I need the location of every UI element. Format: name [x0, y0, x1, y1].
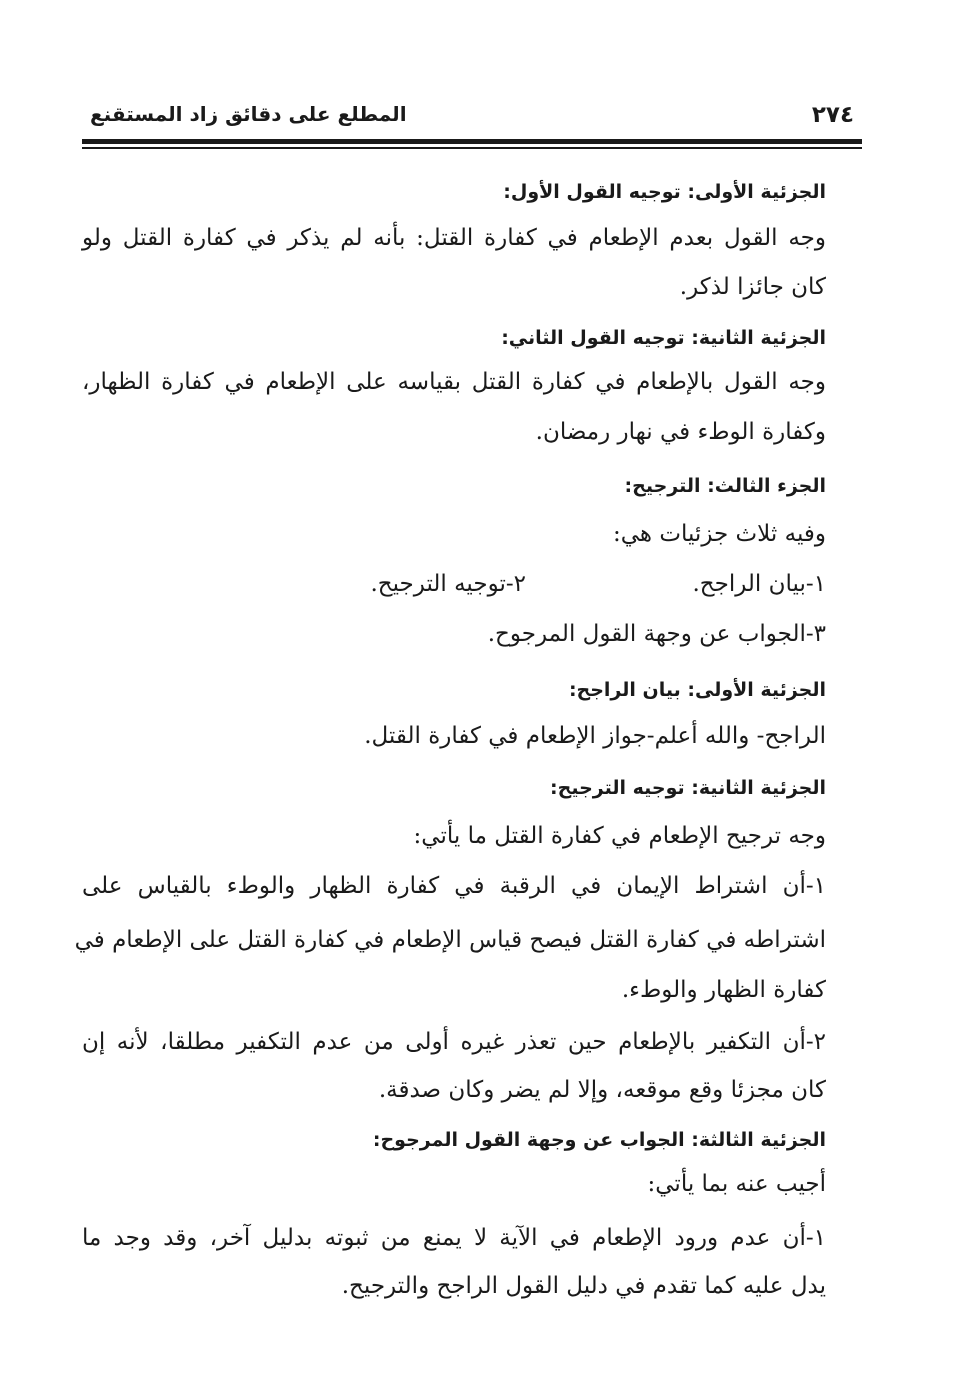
paragraph-line: ١-أن عدم ورود الإطعام في الآية لا يمنع من ثبوته بدليل آخر، وقد وجد ما: [82, 1225, 826, 1251]
heading-part-three: الجزء الثالث: الترجيح:: [624, 475, 826, 497]
running-title: المطلع على دقائق زاد المستقنع: [90, 102, 407, 126]
heading-first-view-rationale: الجزئية الأولى: توجيه القول الأول:: [503, 181, 826, 203]
list-item: ١-بيان الراجح.: [692, 571, 826, 597]
header-rule-thin: [82, 147, 862, 149]
paragraph-line: ٢-أن التكفير بالإطعام حين تعذر غيره أولى من عدم التكفير مطلقا، لأنه إن: [82, 1029, 826, 1055]
paragraph-line: الراجح- والله أعلم-جواز الإطعام في كفارة القتل.: [364, 723, 826, 749]
heading-second-view-rationale: الجزئية الثانية: توجيه القول الثاني:: [501, 327, 826, 349]
heading-preferred-view: الجزئية الأولى: بيان الراجح:: [568, 679, 826, 701]
paragraph-line: كان جائزا لذكر.: [679, 274, 826, 300]
paragraph-line: وجه ترجيح الإطعام في كفارة القتل ما يأتي:: [413, 823, 826, 849]
paragraph-line: كفارة الظهار والوطء.: [621, 977, 826, 1003]
heading-weaker-view-response: الجزئية الثالثة: الجواب عن وجهة القول المرجوح:: [372, 1129, 826, 1151]
paragraph-line: يدل عليه كما تقدم في دليل القول الراجح والترجيح.: [341, 1273, 826, 1299]
header-rule-thick: [82, 139, 862, 144]
paragraph-line: وفيه ثلاث جزئيات هي:: [612, 521, 826, 547]
paragraph-line: اشتراطه في كفارة القتل فيصح قياس الإطعام في كفارة القتل على الإطعام في: [74, 927, 826, 953]
list-item: ٣-الجواب عن وجهة القول المرجوح.: [487, 621, 826, 647]
list-item: ٢-توجيه الترجيح.: [370, 571, 526, 597]
page-header: [86, 102, 858, 134]
paragraph-line: وجه القول بالإطعام في كفارة القتل بقياسه على الإطعام في كفارة الظهار،: [82, 369, 826, 395]
paragraph-line: وجه القول بعدم الإطعام في كفارة القتل: بأنه لم يذكر في كفارة القتل ولو: [82, 225, 826, 251]
paragraph-line: ١-أن اشتراط الإيمان في الرقبة في كفارة الظهار والوطء بالقياس على: [82, 873, 826, 899]
heading-preference-rationale: الجزئية الثانية: توجيه الترجيح:: [550, 777, 826, 799]
paragraph-line: أجيب عنه بما يأتي:: [647, 1171, 826, 1197]
paragraph-line: كان مجزئا وقع موقعه، وإلا لم يضر وكان صدقة.: [378, 1077, 826, 1103]
paragraph-line: وكفارة الوطء في نهار رمضان.: [535, 419, 826, 445]
page-number: ٢٧٤: [811, 102, 854, 128]
